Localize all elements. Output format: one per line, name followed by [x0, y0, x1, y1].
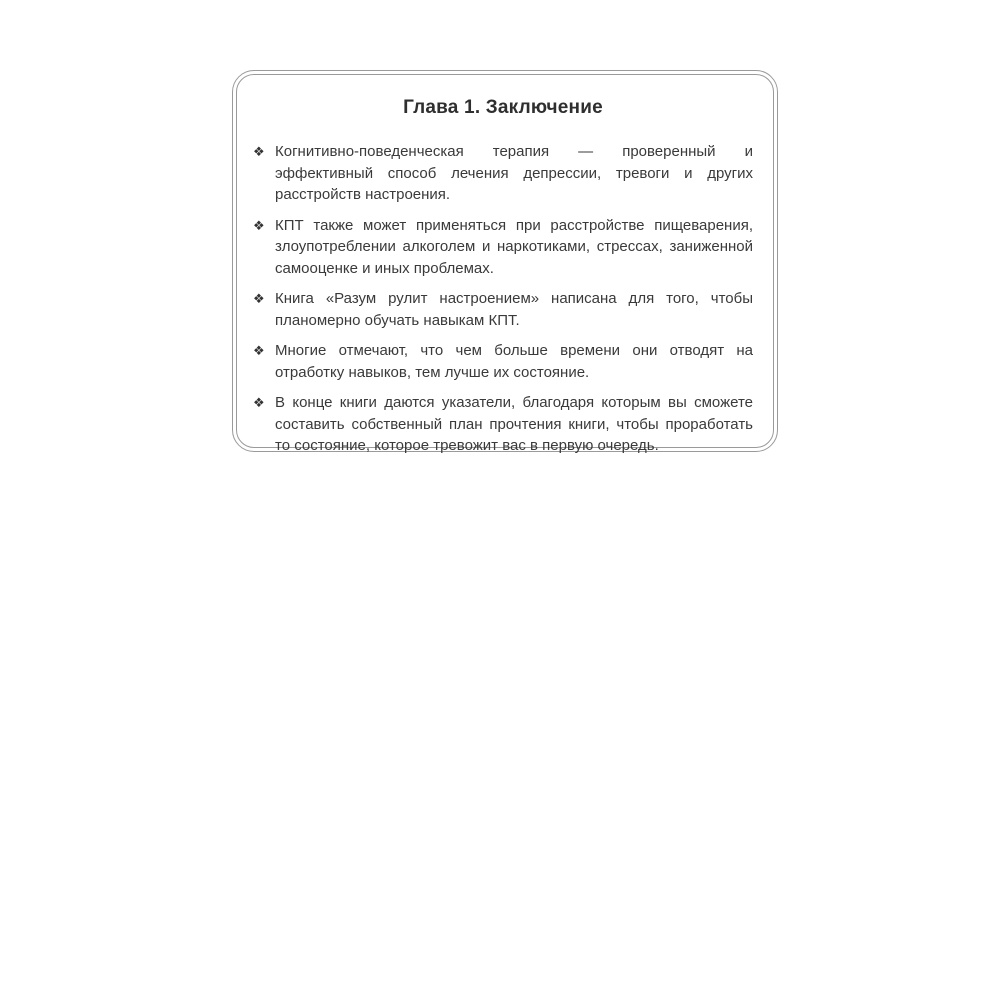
list-item [253, 215, 753, 280]
diamond-bullet-icon: ❖ [253, 144, 265, 159]
summary-box-inner-border [236, 74, 774, 454]
diamond-bullet-icon: ❖ [253, 343, 265, 358]
list-item-text: Многие отмечают, что чем больше времени они отводят на отработку навыков, тем лучше их состояние. [275, 342, 753, 381]
list-item [253, 392, 753, 457]
list-item-text: Когнитивно-поведенческая терапия — проверенный и эффективный способ лечения депрессии, тревоги и других расстройств настроения. [275, 143, 753, 203]
summary-list [253, 141, 753, 457]
list-item [253, 288, 753, 331]
list-item-text: КПТ также может применяться при расстройстве пищеварения, злоупотреблении алкоголем и наркотиками, стрессах, заниженной самооценке и иных проблемах. [275, 216, 753, 277]
list-item [253, 141, 753, 206]
list-item-text: В конце книги даются указатели, благодаря которым вы сможете составить собственный план прочтения книги, чтобы проработать то состояние, которое тревожит вас в первую очередь. [275, 394, 753, 454]
summary-box [232, 70, 778, 452]
list-item [253, 340, 753, 383]
chapter-title: Глава 1. Заключение [403, 97, 603, 118]
diamond-bullet-icon: ❖ [253, 291, 265, 306]
diamond-bullet-icon: ❖ [253, 395, 265, 410]
diamond-bullet-icon: ❖ [253, 217, 265, 233]
list-item-text: Книга «Разум рулит настроением» написана для того, чтобы планомерно обучать навыкам КПТ. [275, 290, 753, 329]
